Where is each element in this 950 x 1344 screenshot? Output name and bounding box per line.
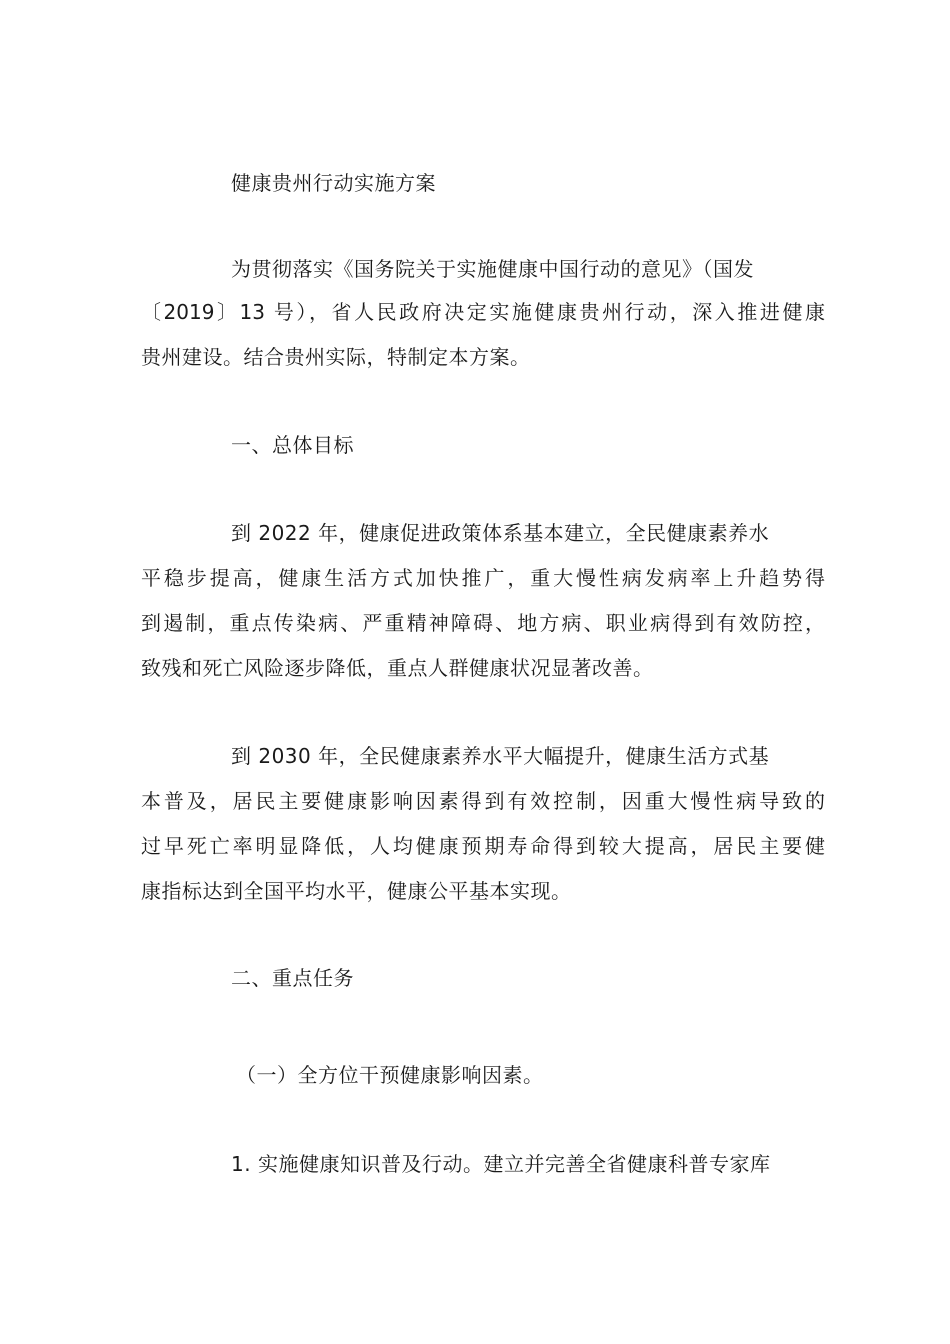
subsection-heading-1: （一）全方位干预健康影响因素。 [236, 1063, 544, 1087]
paragraph-2022-line-2: 平稳步提高，健康生活方式加快推广，重大慢性病发病率上升趋势得 [141, 566, 825, 590]
paragraph-2030-line-2: 本普及，居民主要健康影响因素得到有效控制，因重大慢性病导致的 [141, 789, 825, 813]
paragraph-2030-line-1: 到 2030 年，全民健康素养水平大幅提升，健康生活方式基 [231, 744, 770, 768]
document-title: 健康贵州行动实施方案 [231, 171, 436, 195]
intro-line-2: 〔2019〕13 号），省人民政府决定实施健康贵州行动，深入推进健康 [141, 300, 825, 324]
paragraph-2022-line-1: 到 2022 年，健康促进政策体系基本建立，全民健康素养水 [231, 521, 770, 545]
section-heading-goals: 一、总体目标 [231, 433, 354, 457]
intro-line-1: 为贯彻落实《国务院关于实施健康中国行动的意见》（国发 [231, 257, 754, 281]
paragraph-2030-line-3: 过早死亡率明显降低，人均健康预期寿命得到较大提高，居民主要健 [141, 834, 825, 858]
paragraph-2030-line-4: 康指标达到全国平均水平，健康公平基本实现。 [141, 879, 572, 903]
item-1-line: 1. 实施健康知识普及行动。建立并完善全省健康科普专家库 [231, 1152, 771, 1176]
intro-line-3: 贵州建设。结合贵州实际，特制定本方案。 [141, 345, 531, 369]
paragraph-2022-line-3: 到遏制，重点传染病、严重精神障碍、地方病、职业病得到有效防控， [141, 611, 825, 635]
section-heading-tasks: 二、重点任务 [231, 966, 354, 990]
paragraph-2022-line-4: 致残和死亡风险逐步降低，重点人群健康状况显著改善。 [141, 656, 654, 680]
